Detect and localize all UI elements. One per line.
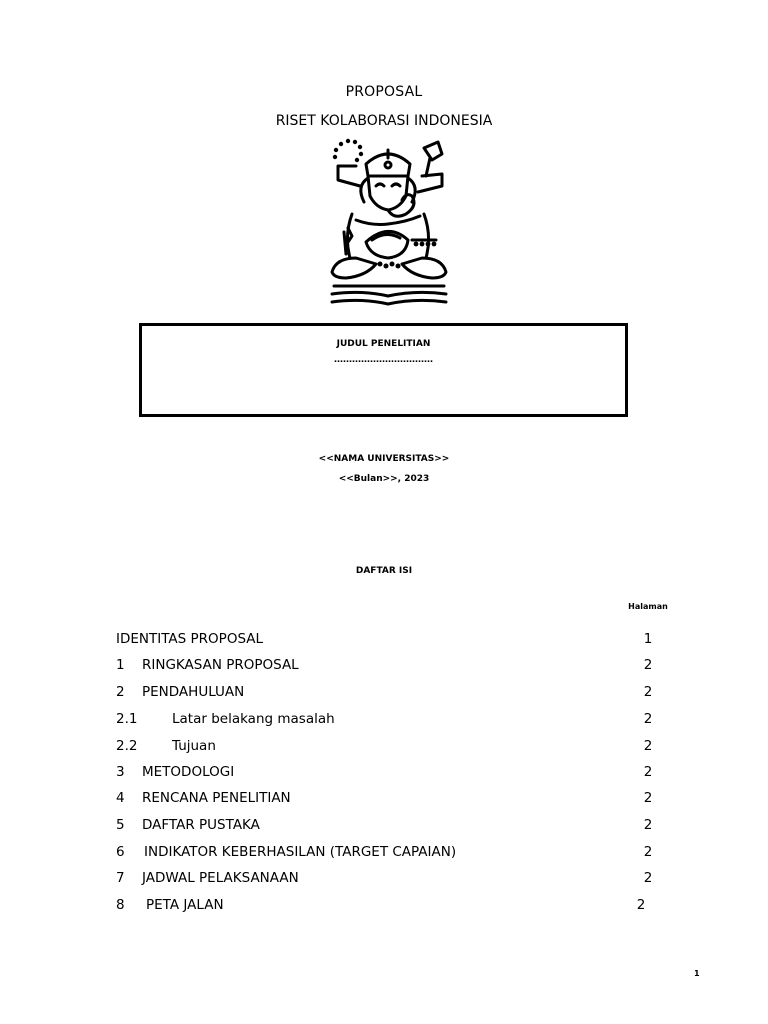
document-title: PROPOSAL [345,84,423,100]
toc-item-text: RENCANA PENELITIAN [142,790,291,806]
toc-item-text: METODOLOGI [142,764,235,780]
toc-item-number: 2.1 [116,711,138,727]
document-date: <<Bulan>>, 2023 [338,474,430,484]
university-name: <<NAMA UNIVERSITAS>> [318,454,450,464]
document-subtitle: RISET KOLABORASI INDONESIA [275,113,493,129]
toc-page-header: Halaman [628,602,668,611]
toc-row[interactable] [0,897,768,917]
toc-item-number: 8 [116,897,125,913]
toc-item-text: INDIKATOR KEBERHASILAN (TARGET CAPAIAN) [144,844,457,860]
toc-item-text: RINGKASAN PROPOSAL [142,657,299,673]
toc-title: DAFTAR ISI [355,566,413,576]
toc-item-text: PETA JALAN [146,897,224,913]
toc-row[interactable] [0,684,768,704]
toc-item-number: 4 [116,790,125,806]
toc-row[interactable] [0,870,768,890]
toc-row[interactable] [0,844,768,864]
toc-item-number: 7 [116,870,125,886]
ganesha-logo-icon [326,136,452,308]
toc-item-page: 2 [643,790,653,806]
research-title-label: JUDUL PENELITIAN [336,339,431,349]
toc-item-text: IDENTITAS PROPOSAL [116,631,264,647]
toc-row[interactable] [0,817,768,837]
toc-item-page: 2 [643,844,653,860]
toc-item-page: 2 [643,657,653,673]
toc-row[interactable] [0,764,768,784]
toc-item-number: 2 [116,684,125,700]
toc-item-number: 1 [116,657,125,673]
toc-item-page: 2 [643,817,653,833]
toc-item-number: 5 [116,817,125,833]
research-title-value: …………………………… [334,355,433,365]
toc-item-text: Tujuan [172,738,216,754]
toc-item-page: 2 [643,870,653,886]
toc-item-text: JADWAL PELAKSANAAN [142,870,299,886]
toc-item-number: 2.2 [116,738,138,754]
research-title-box [139,323,628,417]
toc-row[interactable] [0,711,768,731]
toc-item-page: 2 [643,711,653,727]
toc-row[interactable] [0,790,768,810]
toc-item-page: 2 [643,764,653,780]
toc-item-page: 1 [643,631,653,647]
toc-item-page: 2 [643,738,653,754]
toc-row[interactable] [0,631,768,651]
toc-item-number: 3 [116,764,125,780]
toc-row[interactable] [0,738,768,758]
toc-item-number: 6 [116,844,125,860]
toc-item-page: 2 [643,684,653,700]
page-number: 1 [694,969,700,978]
toc-item-text: Latar belakang masalah [172,711,335,727]
toc-item-text: DAFTAR PUSTAKA [142,817,260,833]
toc-item-page: 2 [636,897,646,913]
toc-row[interactable] [0,657,768,677]
toc-item-text: PENDAHULUAN [142,684,245,700]
